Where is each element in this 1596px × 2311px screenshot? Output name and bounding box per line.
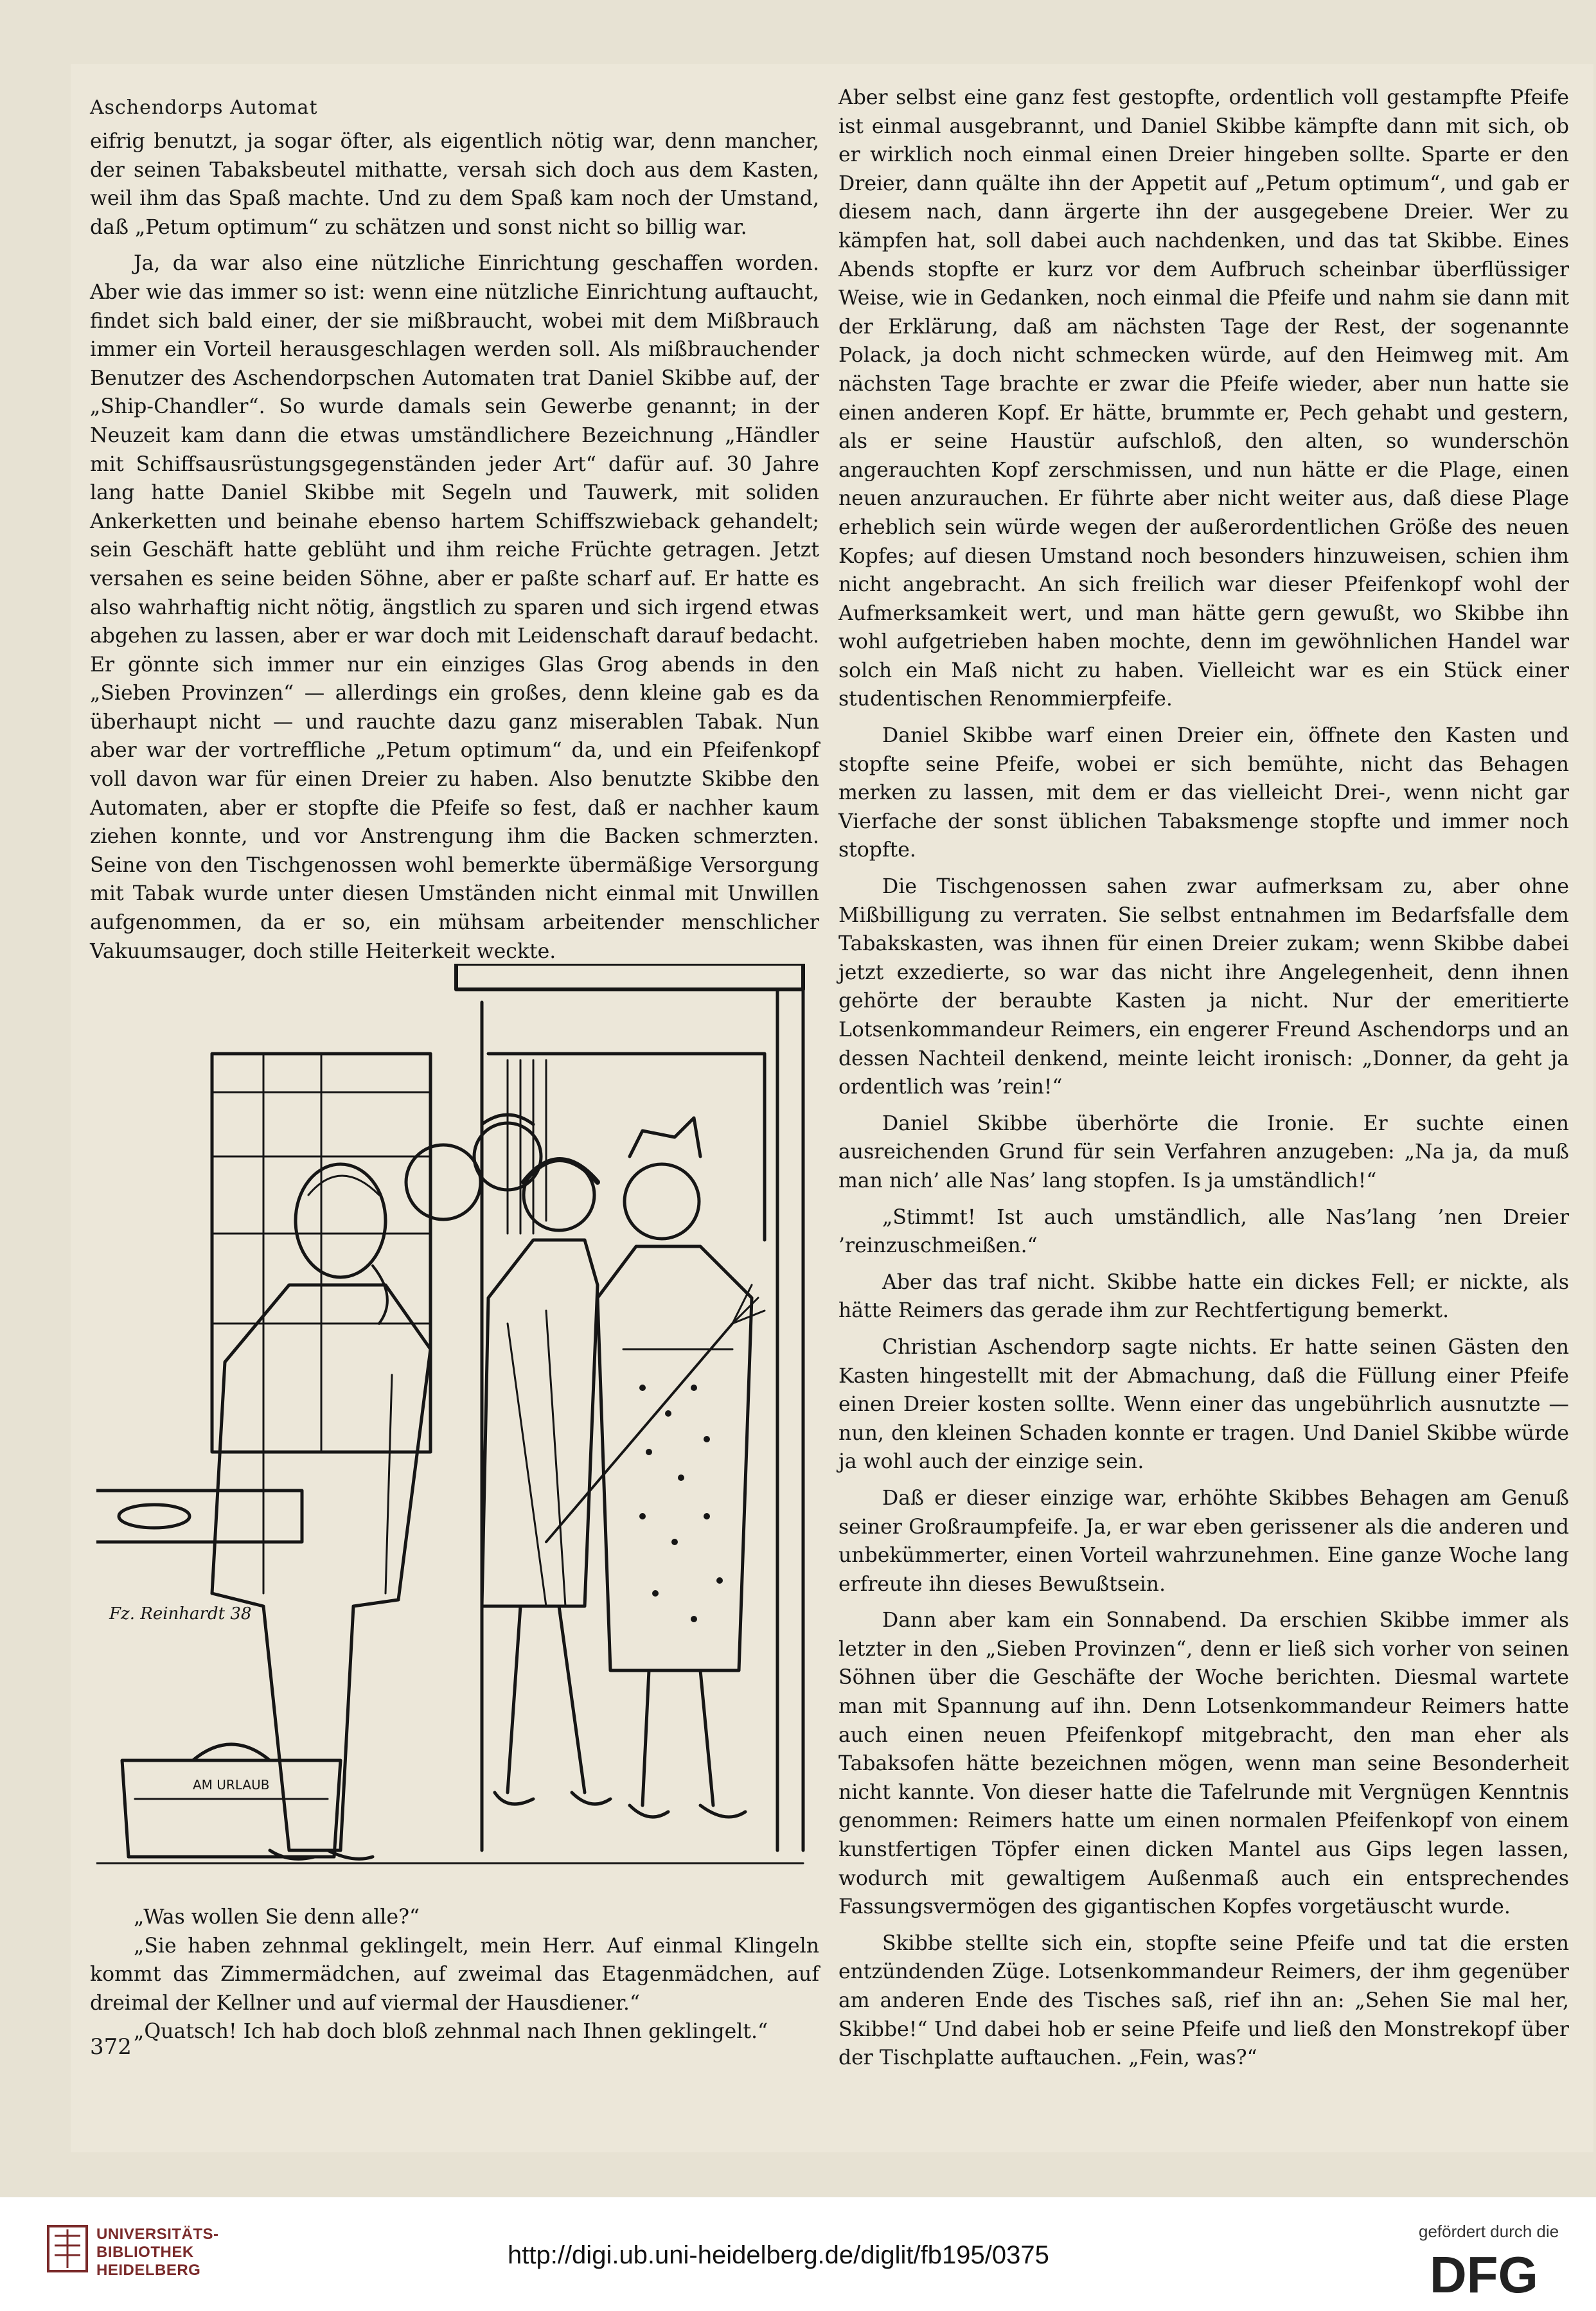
paragraph: „Stimmt! Ist auch umständlich, alle Nas’lang ’nen Dreier ’reinzuschmeißen.“ [838, 1205, 1569, 1258]
paragraph: Aber das traf nicht. Skibbe hatte ein dickes Fell; er nickte, als hätte Reimers das gerade ihm zur Rechtfertigung bemerkt. [838, 1270, 1569, 1323]
paragraph: Daß er dieser einzige war, erhöhte Skibbes Behagen am Genuß seiner Großraumpfeife. Ja, er war eben gerissener als die anderen und unbekümmerter, einen Vorteil wahrzunehmen. Eine ganze Woche lang erfreute ihn dieses Bewußtsein. [838, 1486, 1569, 1596]
paragraph: Daniel Skibbe überhörte die Ironie. Er suchte einen ausreichenden Grund für sein Verfahren anzugeben: „Na ja, da muß man nich’ alle Nas’ lang stopfen. Is ja umständlich!“ [838, 1111, 1569, 1192]
illustration-caption [90, 1903, 819, 2046]
paragraph: Ja, da war also eine nützliche Einrichtung geschaffen worden. Aber wie das immer so ist: wenn eine nützliche Einrichtung auftaucht, findet sich bald einer, der sie mißbraucht, wobei mit dem Mißbrauch immer ein Vorteil herausgeschlagen werden soll. Als mißbrauchender Benutzer des Aschendorpschen Automaten trat Daniel Skibbe auf, der „Ship-Chandler“. So wurde damals sein Gewerbe genannt; in der Neuzeit kam dann die etwas umständlichere Bezeichnung „Händler mit Schiffsausrüstungsgegenständen jeder Art“ dafür auf. 30 Jahre lang hatte Daniel Skibbe mit Segeln und Tauwerk, mit soliden Ankerketten und beinahe ebenso hartem Schiffszwieback gehandelt; sein Geschäft hatte geblüht und ihm reiche Früchte getragen. Jetzt versahen es seine beiden Söhne, aber er paßte scharf auf. Er hatte es also wahrhaftig nicht nötig, ängstlich zu sparen und sich irgend etwas abgehen zu lassen, aber er war doch mit Leidenschaft darauf bedacht. Er gönnte sich immer nur ein einziges Glas Grog abends in den „Sieben Provinzen“ — allerdings ein großes, denn kleine gab es da überhaupt nicht — und rauchte dazu ganz miserablen Tabak. Nun aber war der vortreffliche „Petum optimum“ da, und ein Pfeifenkopf voll davon war für einen Dreier zu haben. Also benutzte Skibbe den Automaten, aber er stopfte die Pfeife so fest, daß er nachher kaum ziehen konnte, und vor Anstrengung ihm die Backen schmerzten. Seine von den Tischgenossen wohl bemerkte übermäßige Versorgung mit Tabak wurde unter diesen Umständen nicht einmal mit Unwillen aufgenommen, da er so, ein mühsam arbeitender menschlicher Vakuumsauger, doch stille Heiterkeit weckte. [90, 252, 819, 963]
cartoon-illustration [96, 964, 816, 1889]
funding-caption: gefördert durch die [1419, 2222, 1559, 2241]
caption-line: „Quatsch! Ich hab doch bloß zehnmal nach Ihnen geklingelt.“ [134, 2020, 768, 2044]
paragraph: Christian Aschendorp sagte nichts. Er hatte seinen Gästen den Kasten hingestellt mit der Abmachung, daß die Füllung einer Pfeife einen Dreier kosten sollte. Wenn einer das ungebührlich ausnutzte — nun, den kleinen Schaden konnte er tragen. Und Daniel Skibbe würde ja wohl auch der einzige sein. [838, 1335, 1569, 1474]
page-number: 372 [90, 2034, 132, 2060]
paragraph: eifrig benutzt, ja sogar öfter, als eigentlich nötig war, denn mancher, der seinen Tabaksbeutel mithatte, versah sich doch aus dem Kasten, weil ihm das Spaß machte. Und zu dem Spaß kam noch der Umstand, daß „Petum optimum“ zu schätzen und sonst nicht so billig war. [90, 130, 819, 239]
paragraph: Skibbe stellte sich ein, stopfte seine Pfeife und tat die ersten entzündenden Züge. Lotsenkommandeur Reimers, der ihm gegenüber am anderen Ende des Tisches saß, rief ihn an: „Sehen Sie mal her, Skibbe!“ Und dabei hob er seine Pfeife und ließ den Monstrekopf über der Tischplatte auftauchen. „Fein, was?“ [838, 1931, 1569, 2070]
viewer-footer [0, 2197, 1596, 2311]
paragraph: Daniel Skibbe warf einen Dreier ein, öffnete den Kasten und stopfte seine Pfeife, wobei er sich bemühte, nicht das Behagen merken zu lassen, mit dem er das vielleicht Drei-, wenn nicht gar Vierfache der sonst üblichen Tabaksmenge stopfte und immer noch stopfte. [838, 724, 1569, 862]
paragraph: Die Tischgenossen sahen zwar aufmerksam zu, aber ohne Mißbilligung zu verraten. Sie selbst entnahmen im Bedarfsfalle dem Tabakskasten, was ihnen für einen Dreier zukam; wenn Skibbe dabei jetzt exzedierte, so war das nicht ihre Angelegenheit, denn ihnen gehörte der beraubte Kasten ja nicht. Nur der emeritierte Lotsenkommandeur Reimers, ein engerer Freund Aschendorps und an dessen Nachteil denkend, meinte leicht ironisch: „Donner, da geht ja ordentlich was ’rein!“ [838, 875, 1569, 1099]
paragraph: Aber selbst eine ganz fest gestopfte, ordentlich voll gestampfte Pfeife ist einmal ausgebrannt, und Daniel Skibbe kämpfte dann mit sich, ob er wirklich noch einmal einen Dreier hingeben sollte. Sparte er den Dreier, dann quälte ihn der Appetit auf „Petum optimum“, und gab er diesem nach, dann ärgerte ihn der ausgegebene Dreier. Wer zu kämpfen hat, soll dabei auch nachdenken, und das tat Skibbe. Eines Abends stopfte er kurz vor dem Aufbruch scheinbar überflüssiger Weise, wie in Gedanken, noch einmal die Pfeife und nahm sie dann mit der Erklärung, daß am nächsten Tage der Rest, der sogenannte Polack, ja doch nicht schmecken würde, auf den Heimweg mit. Am nächsten Tage brachte er zwar die Pfeife wieder, aber nun hatte sie einen anderen Kopf. Er hätte, brummte er, Pech gehabt und gestern, als er seine Haustür aufschloß, den alten, so wunderschön angerauchten Kopf zerschmissen, und nun hätte er die Plage, einen neuen anzurauchen. Er führte aber nicht weiter aus, daß diese Plage erheblich sein würde wegen der außerordentlichen Größe des neuen Kopfes; auf diesen Umstand noch besonders hinzuweisen, schien ihm nicht angebracht. An sich freilich war dieser Pfeifenkopf wohl der Aufmerksamkeit wert, und man hätte gern gewußt, wo Skibbe ihn wohl aufgetrieben haben mochte, denn im gewöhnlichen Handel war solch ein Maß nicht zu haben. Vielleicht war es ein Stück einer studentischen Renommierpfeife. [838, 86, 1569, 711]
dfg-logo-text: DFG [1430, 2247, 1538, 2299]
illustration-signature: Fz. Reinhardt 38 [109, 1604, 252, 1624]
library-logo-line: HEIDELBERG [96, 2262, 201, 2279]
permalink[interactable]: http://digi.ub.uni-heidelberg.de/diglit/fb195/0375 [508, 2241, 1049, 2269]
right-column-text [838, 84, 1569, 2073]
library-logo-line: BIBLIOTHEK [96, 2244, 194, 2261]
paragraph: Dann aber kam ein Sonnabend. Da erschien Skibbe immer als letzter in den „Sieben Provinzen“, denn er ließ sich vorher von seinen Söhnen über die Geschäfte der Woche berichten. Diesmal wartete man mit Spannung auf ihn. Denn Lotsenkommandeur Reimers hatte auch einen neuen Pfeifenkopf mitgebracht, den man eher als Tabaksofen hätte bezeichnen mögen, wenn man seine Besonderheit nicht kannte. Von dieser hatte die Tafelrunde mit Vergnügen Kenntnis genommen: Reimers hatte um einen normalen Pfeifenkopf von einem kunstfertigen Töpfer einen dicken Mantel aus Gips legen lassen, wodurch mit gewaltigem Außenmaß auch ein entsprechendes Fassungsvermögen des gigantischen Kopfes vorgetäuscht wurde. [838, 1609, 1569, 1919]
dfg-logo[interactable] [1430, 2247, 1558, 2299]
running-head: Aschendorps Automat [90, 96, 318, 119]
suitcase-label: AM URLAUB [193, 1777, 270, 1793]
library-logo[interactable] [96, 2226, 219, 2280]
library-logo-line: UNIVERSITÄTS- [96, 2226, 219, 2243]
caption-line: „Sie haben zehnmal geklingelt, mein Herr. Auf einmal Klingeln kommt das Zimmermädchen, auf zweimal das Etagenmädchen, auf dreimal der Kellner und auf viermal der Hausdiener.“ [90, 1934, 819, 2015]
caption-line: „Was wollen Sie denn alle?“ [134, 1906, 420, 1929]
university-seal-icon [45, 2223, 90, 2274]
left-column-text [90, 127, 819, 966]
